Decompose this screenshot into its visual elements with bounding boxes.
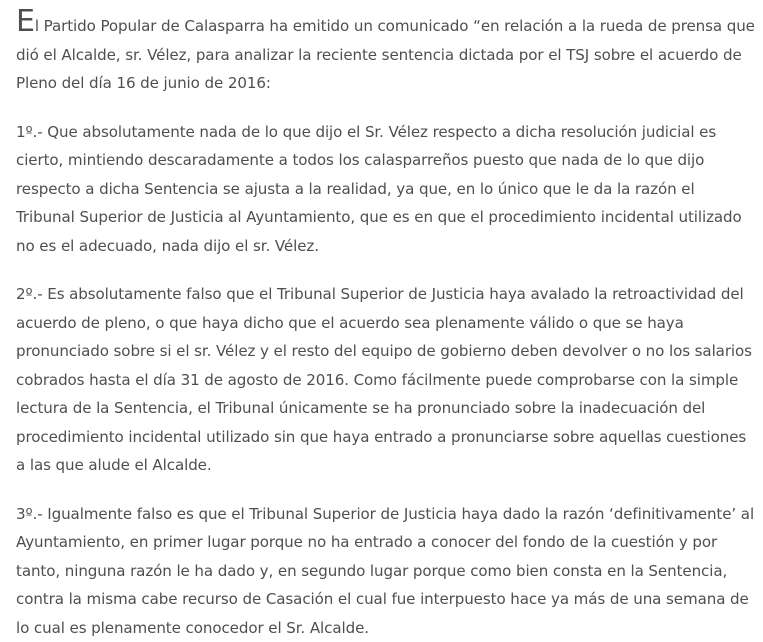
intro-text: l Partido Popular de Calasparra ha emitido un comunicado “en relación a la rueda de prensa que dió el Alcalde, sr. Vélez, para analizar la reciente sentencia dictada por el TSJ sobre el acuerdo de Pleno del día 16 de junio de 2016: — [16, 17, 755, 92]
intro-paragraph — [16, 12, 757, 98]
paragraph-point-2: 2º.- Es absolutamente falso que el Tribunal Superior de Justicia haya avalado la retroactividad del acuerdo de pleno, o que haya dicho que el acuerdo sea plenamente válido o que se haya pronunciado sobre si el sr. Vélez y el resto del equipo de gobierno deben devolver o no los salarios cobrados hasta el día 31 de agosto de 2016. Como fácilmente puede comprobarse con la simple lectura de la Sentencia, el Tribunal únicamente se ha pronunciado sobre la inadecuación del procedimiento incidental utilizado sin que haya entrado a pronunciarse sobre aquellas cuestiones a las que alude el Alcalde. — [16, 280, 757, 480]
drop-cap: E — [16, 4, 35, 39]
paragraph-point-3: 3º.- Igualmente falso es que el Tribunal Superior de Justicia haya dado la razón ‘definitivamente’ al Ayuntamiento, en primer lugar porque no ha entrado a conocer del fondo de la cuestión y por tanto, ninguna razón le ha dado y, en segundo lugar porque como bien consta en la Sentencia, contra la misma cabe recurso de Casación el cual fue interpuesto hace ya más de una semana de lo cual es plenamente conocedor el Sr. Alcalde. — [16, 500, 757, 642]
paragraph-point-1: 1º.- Que absolutamente nada de lo que dijo el Sr. Vélez respecto a dicha resolución judicial es cierto, mintiendo descaradamente a todos los calasparreños puesto que nada de lo que dijo respecto a dicha Sentencia se ajusta a la realidad, ya que, en lo único que le da la razón el Tribunal Superior de Justicia al Ayuntamiento, que es en que el procedimiento incidental utilizado no es el adecuado, nada dijo el sr. Vélez. — [16, 118, 757, 261]
